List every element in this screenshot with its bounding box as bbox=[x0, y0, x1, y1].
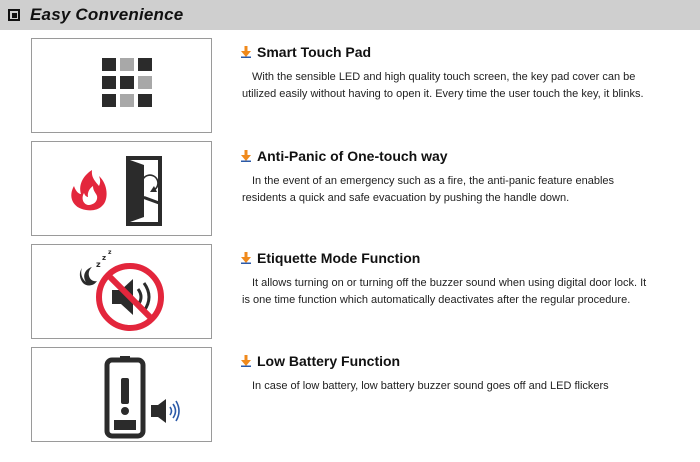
svg-text:z: z bbox=[102, 254, 107, 262]
feature-title bbox=[241, 250, 420, 266]
low-battery-icon bbox=[32, 348, 213, 443]
feature-title-text: Low Battery Function bbox=[257, 353, 401, 369]
feature-description: With the sensible LED and high quality touch screen, the key pad cover can be utilized easily without having to open it. Every time the user touch the key, it blinks. bbox=[242, 71, 644, 100]
feature-title bbox=[241, 353, 400, 369]
fire-door-icon-frame bbox=[31, 141, 212, 236]
low-battery-icon-frame bbox=[31, 347, 212, 442]
svg-text:z: z bbox=[96, 260, 101, 269]
feature-title-text: Etiquette Mode Function bbox=[257, 250, 421, 266]
fire-door-icon bbox=[32, 142, 213, 237]
feature-title-text: Anti-Panic of One-touch way bbox=[257, 148, 448, 164]
feature-title bbox=[241, 44, 371, 60]
section-title: Easy Convenience bbox=[30, 5, 184, 24]
mute-speaker-icon-frame bbox=[31, 244, 212, 339]
keypad-icon bbox=[32, 39, 213, 134]
arrow-down-icon bbox=[241, 46, 251, 58]
arrow-down-icon bbox=[241, 252, 251, 264]
feature-title bbox=[241, 148, 448, 164]
feature-description: In case of low battery, low battery buzzer sound goes off and LED flickers bbox=[252, 380, 609, 392]
mute-speaker-icon bbox=[32, 245, 213, 340]
feature-description: It allows turning on or turning off the buzzer sound when using digital door lock. It is one time function which automatically deactivates after the regular procedure. bbox=[242, 277, 647, 306]
svg-text:z: z bbox=[108, 249, 112, 256]
square-bullet-icon bbox=[8, 9, 20, 21]
section-header bbox=[0, 0, 700, 30]
feature-title-text: Smart Touch Pad bbox=[257, 44, 372, 60]
arrow-down-icon bbox=[241, 150, 251, 162]
keypad-icon-frame bbox=[31, 38, 212, 133]
feature-description: In the event of an emergency such as a fire, the anti-panic feature enables residents a quick and safe evacuation by pushing the handle down. bbox=[242, 175, 615, 204]
arrow-down-icon bbox=[241, 355, 251, 367]
